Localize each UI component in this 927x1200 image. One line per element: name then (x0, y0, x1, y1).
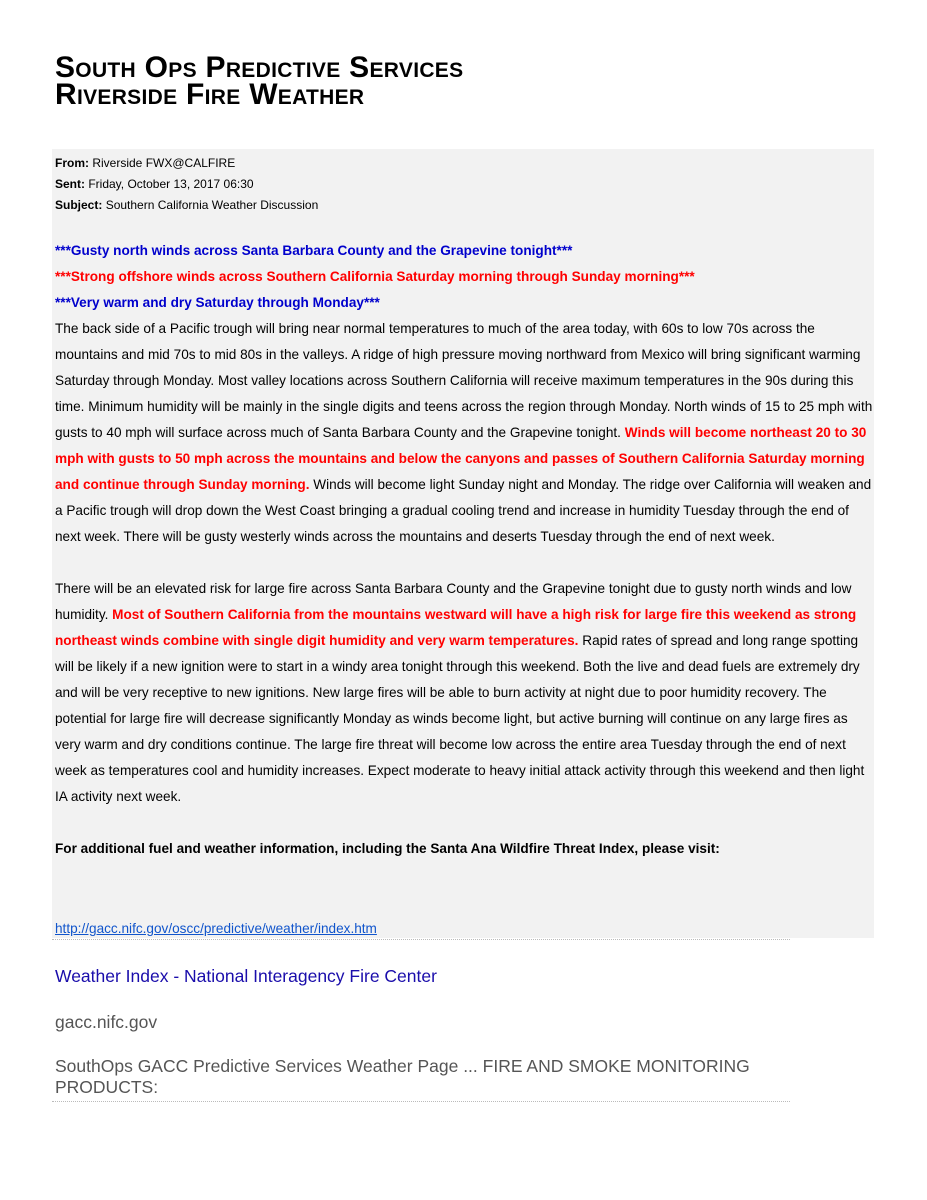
headline-2: ***Strong offshore winds across Southern California Saturday morning through Sunday morning*** (55, 269, 695, 284)
from-label: From: (55, 156, 89, 170)
title-line-2: Riverside Fire Weather (55, 78, 365, 111)
paragraph-2-highlight: Most of Southern California from the mountains westward will have a high risk for large fire this weekend as strong northeast winds combine with single digit humidity and very warm temperatures. (55, 607, 857, 648)
link-card-title[interactable]: Weather Index - National Interagency Fire Center (55, 966, 437, 986)
paragraph-1-text-a: The back side of a Pacific trough will bring near normal temperatures to much of the area today, with 60s to low 70s across the mountains and mid 70s to mid 80s in the valleys. A ridge of high pressure moving northward from Mexico will bring significant warming Saturday through Monday. Most valley locations across Southern California will receive maximum temperatures in the 90s during this time. Minimum humidity will be mainly in the single digits and teens across the region through Monday. North winds of 15 to 25 mph with gusts to 40 mph will surface across much of Santa Barbara County and the Grapevine tonight. (55, 321, 873, 440)
subject-label: Subject: (55, 198, 103, 212)
paragraph-1-text-c: Winds will become light Sunday night and Monday. The ridge over California will weaken and a Pacific trough will drop down the West Coast bringing a gradual cooling trend and increase in humidity Tuesday through the end of next week. There will be gusty westerly winds across the mountains and deserts Tuesday through the end of next week. (55, 477, 872, 544)
link-card-description: SouthOps GACC Predictive Services Weather Page ... FIRE AND SMOKE MONITORING PRODUCTS: (55, 1056, 750, 1097)
divider-bottom (52, 1101, 790, 1102)
paragraph-2 (55, 576, 875, 810)
paragraph-1-highlight: Winds will become northeast 20 to 30 mph with gusts to 50 mph across the mountains and below the canyons and passes of Southern California Saturday morning and continue through Sunday morning. (55, 425, 867, 492)
weather-index-link[interactable]: http://gacc.nifc.gov/oscc/predictive/weather/index.htm (55, 921, 377, 936)
sent-value: Friday, October 13, 2017 06:30 (88, 177, 254, 191)
title-line-1: South Ops Predictive Services (55, 51, 464, 84)
headline-3: ***Very warm and dry Saturday through Monday*** (55, 295, 380, 310)
divider-top (52, 939, 790, 940)
from-value: Riverside FWX@CALFIRE (92, 156, 236, 170)
headline-1: ***Gusty north winds across Santa Barbara County and the Grapevine tonight*** (55, 243, 573, 258)
link-card-domain: gacc.nifc.gov (55, 1012, 158, 1032)
paragraph-2-text-c: Rapid rates of spread and long range spotting will be likely if a new ignition were to start in a windy area tonight through this weekend. Both the live and dead fuels are extremely dry and will be very receptive to new ignitions. New large fires will be able to burn activity at night due to poor humidity recovery. The potential for large fire will decrease significantly Monday as winds become light, but active burning will continue on any large fires as very warm and dry conditions continue. The large fire threat will become low across the entire area Tuesday through the end of next week as temperatures cool and humidity increases. Expect moderate to heavy initial attack activity through this weekend and then light IA activity next week. (55, 633, 865, 804)
email-body (55, 238, 875, 862)
email-header (55, 153, 318, 216)
paragraph-1 (55, 316, 875, 550)
document-title (55, 51, 464, 111)
additional-info: For additional fuel and weather information, including the Santa Ana Wildfire Threat Index, please visit: (55, 841, 720, 856)
subject-row (55, 195, 318, 216)
paragraph-2-text-a: There will be an elevated risk for large fire across Santa Barbara County and the Grapevine tonight due to gusty north winds and low humidity. (55, 581, 852, 622)
sent-label: Sent: (55, 177, 85, 191)
from-row (55, 153, 318, 174)
sent-row (55, 174, 318, 195)
subject-value: Southern California Weather Discussion (105, 198, 319, 212)
